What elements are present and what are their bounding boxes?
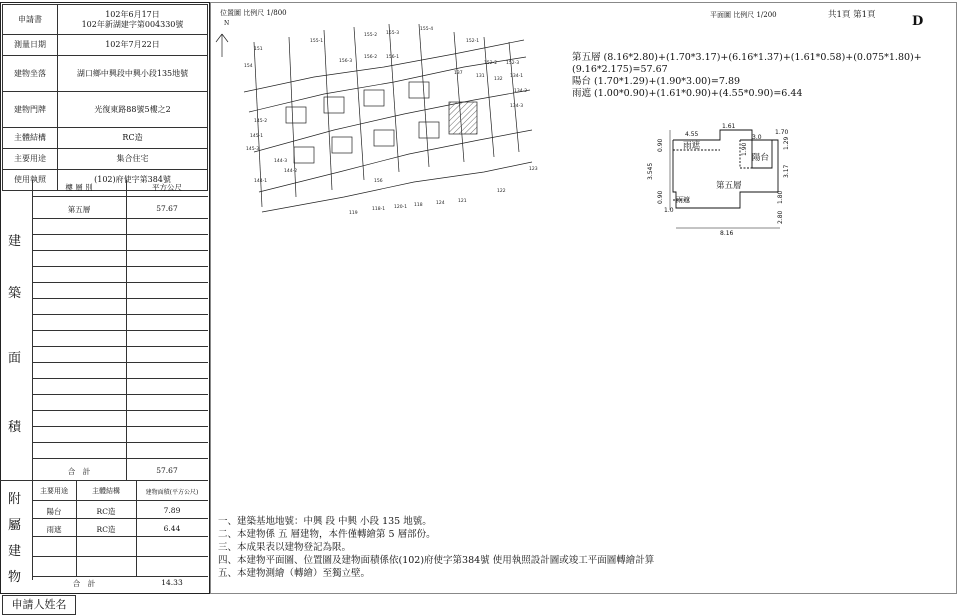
info-value: 光復東路88號5樓之2 [58, 92, 208, 128]
lot-number-label: 118 [414, 203, 423, 208]
dim-label: 3.17 [783, 164, 790, 178]
side-char: 屬 [8, 518, 22, 533]
area-table-row-line [32, 314, 208, 315]
area-table-row-line [32, 426, 208, 427]
area-table-row-line [32, 458, 208, 459]
dim-label: 1.80 [777, 190, 784, 204]
attached-col2: 主體結構 [92, 487, 120, 495]
info-value: RC造 [58, 128, 208, 149]
side-char: 積 [8, 420, 22, 435]
note-line: 五、本建物測繪（轉繪）至獨立壁。 [218, 568, 371, 579]
area-total-line [0, 480, 208, 481]
lot-number-label: 120-1 [394, 205, 408, 210]
dim-label: 2.80 [777, 210, 784, 224]
location-map-title: 位置圖 比例尺 1/800 [220, 9, 287, 17]
info-table [2, 4, 208, 191]
note-line: 一、建築基地地號：中興 段 中興 小段 135 地號。 [218, 516, 432, 527]
dim-label: 0.90 [657, 190, 664, 204]
page-indicator: 共1頁 第1頁 [828, 10, 876, 20]
notes-block [218, 515, 658, 580]
attached-area: 7.89 [163, 506, 181, 515]
lot-number-label: 155-4 [420, 27, 434, 32]
info-value: (102)府使字第384號 [58, 170, 208, 191]
lot-number-label: 132 [494, 77, 503, 82]
dim-label: 3.0 [752, 134, 762, 141]
attached-col3: 建物面積(平方公尺) [145, 489, 199, 496]
area-table-row-line [32, 250, 208, 251]
side-char: 面 [8, 351, 22, 366]
info-label: 申請書 [3, 5, 58, 35]
formula-line: 第五層 (8.16*2.80)+(1.70*3.17)+(6.16*1.37)+(1.61*0.58)+(0.075*1.80)+(9.16*2.175)=57.67 [572, 52, 922, 75]
dim-label: 1.61 [722, 123, 736, 130]
attached-total-value: 14.33 [161, 578, 183, 587]
lot-number-label: 152-3 [506, 61, 520, 66]
area-table-row-line [32, 234, 208, 235]
area-table-row-line [32, 378, 208, 379]
info-value: 集合住宅 [58, 149, 208, 170]
side-char: 築 [8, 286, 22, 301]
lot-number-label: 155-1 [310, 39, 324, 44]
lot-number-label: 152-1 [466, 39, 480, 44]
dim-label: 4.55 [685, 131, 699, 138]
info-label: 建物門牌 [3, 92, 58, 128]
floor-name: 第五層 [67, 205, 91, 214]
info-value-line: 102年6月17日 [105, 9, 160, 19]
floor-plan [640, 120, 820, 240]
lot-number-label: 118-1 [372, 207, 386, 212]
lot-number-label: 144-2 [284, 169, 298, 174]
info-value [58, 5, 208, 35]
side-char: 附 [8, 492, 22, 507]
attached-total-label: 合 計 [72, 579, 96, 588]
plan-label-balcony: 陽台 [752, 153, 770, 163]
attached-header-line [32, 500, 208, 501]
side-char: 物 [8, 570, 22, 585]
info-value: 湖口鄉中興段中興小段135地號 [58, 56, 208, 92]
area-table-row-line [32, 410, 208, 411]
area-header-line [32, 196, 208, 197]
lot-number-label: 134-2 [514, 89, 528, 94]
area-table-row-line [32, 282, 208, 283]
lot-number-label: 124 [436, 201, 445, 206]
attached-row-line [32, 518, 208, 519]
dim-label: 1.70 [775, 129, 789, 136]
area-table-row-line [32, 298, 208, 299]
north-arrow-icon [216, 34, 228, 57]
note-line: 三、本成果表以建物登記為限。 [218, 542, 352, 553]
lot-number-label: 145-3 [246, 147, 260, 152]
area-col1-header: 樓 層 別 [65, 183, 93, 192]
attached-struct: RC造 [96, 507, 116, 516]
attached-row-line [32, 556, 208, 557]
info-label: 主要用途 [3, 149, 58, 170]
area-total-label: 合 計 [67, 467, 91, 476]
north-label: N [224, 20, 230, 27]
attached-use: 陽台 [46, 507, 62, 516]
plan-label-rain1: 雨遮 [683, 141, 701, 151]
lot-number-label: 144-1 [254, 179, 268, 184]
info-value: 102年7月22日 [58, 35, 208, 56]
attached-struct: RC造 [96, 525, 116, 534]
attached-area: 6.44 [163, 524, 181, 533]
info-label: 建物坐落 [3, 56, 58, 92]
location-map [214, 22, 544, 222]
lot-number-label: 144-3 [274, 159, 288, 164]
lot-number-label: 121 [458, 199, 467, 204]
sheet-letter: D [912, 14, 924, 29]
lot-number-label: 137 [454, 71, 463, 76]
area-total-value: 57.67 [156, 466, 178, 475]
area-table-row-line [32, 362, 208, 363]
formula-line: 雨遮 (1.00*0.90)+(1.61*0.90)+(4.55*0.90)=6.44 [572, 88, 803, 99]
attached-use: 雨遮 [46, 525, 62, 534]
dim-label: 8.16 [720, 230, 734, 237]
lot-number-label: 134-3 [510, 104, 524, 109]
note-line: 四、本建物平面圖、位置圖及建物面積係依(102)府使字第384號 使用執照設計圖或竣工平面圖轉繪計算 [218, 555, 655, 566]
formula-line: 陽台 (1.70*1.29)+(1.90*3.00)=7.89 [572, 76, 741, 87]
dim-label: 1.0 [664, 207, 674, 214]
lot-number-label: 122 [497, 189, 506, 194]
info-label: 使用執照 [3, 170, 58, 191]
area-formulas [572, 52, 952, 100]
area-table-row-line [32, 330, 208, 331]
lot-number-label: 119 [349, 211, 358, 216]
plan-title: 平面圖 比例尺 1/200 [710, 11, 777, 19]
attached-total-line [32, 576, 208, 577]
lot-number-label: 155-2 [364, 33, 378, 38]
lot-number-label: 156-2 [364, 55, 378, 60]
info-label: 主體結構 [3, 128, 58, 149]
applicant-name-label: 申請人姓名 [2, 595, 76, 615]
floor-area: 57.67 [156, 204, 178, 213]
lot-number-label: 152-2 [484, 61, 498, 66]
plan-label-floor: 第五層 [716, 181, 742, 191]
lot-number-label: 156 [374, 179, 383, 184]
note-line: 二、本建物係 五 層建物，本件僅轉繪第 5 層部份。 [218, 529, 436, 540]
side-char: 建 [8, 234, 22, 249]
lot-number-label: 145-2 [254, 119, 268, 124]
info-label: 測量日期 [3, 35, 58, 56]
plan-label-rain2: 雨遮 [676, 196, 690, 204]
area-table-left-border [32, 180, 33, 580]
area-table-row-line [32, 266, 208, 267]
area-col2-header: 平方公尺 [152, 183, 182, 192]
lot-number-label: 145-1 [250, 134, 264, 139]
area-table-row-line [32, 346, 208, 347]
info-value-line: 102年新湖建字第004330號 [81, 19, 184, 29]
lot-number-label: 156-3 [339, 59, 353, 64]
dim-label: 3.545 [647, 162, 654, 180]
attached-row-line [32, 536, 208, 537]
lot-number-label: 155-3 [386, 31, 400, 36]
area-table-row-line [32, 442, 208, 443]
lot-number-label: 156-1 [386, 55, 400, 60]
dim-label: 1.90 [741, 142, 748, 156]
lot-number-label: 134-1 [510, 74, 524, 79]
side-char: 建 [8, 544, 22, 559]
lot-number-label: 151 [254, 47, 263, 52]
dim-label: 0.90 [657, 138, 664, 152]
lot-number-label: 154 [244, 64, 253, 69]
attached-col1: 主要用途 [40, 487, 68, 495]
lot-number-label: 131 [476, 74, 485, 79]
area-table-row-line [32, 394, 208, 395]
dim-label: 1.29 [783, 136, 790, 150]
area-table-row-line [32, 218, 208, 219]
lot-number-label: 123 [529, 167, 538, 172]
